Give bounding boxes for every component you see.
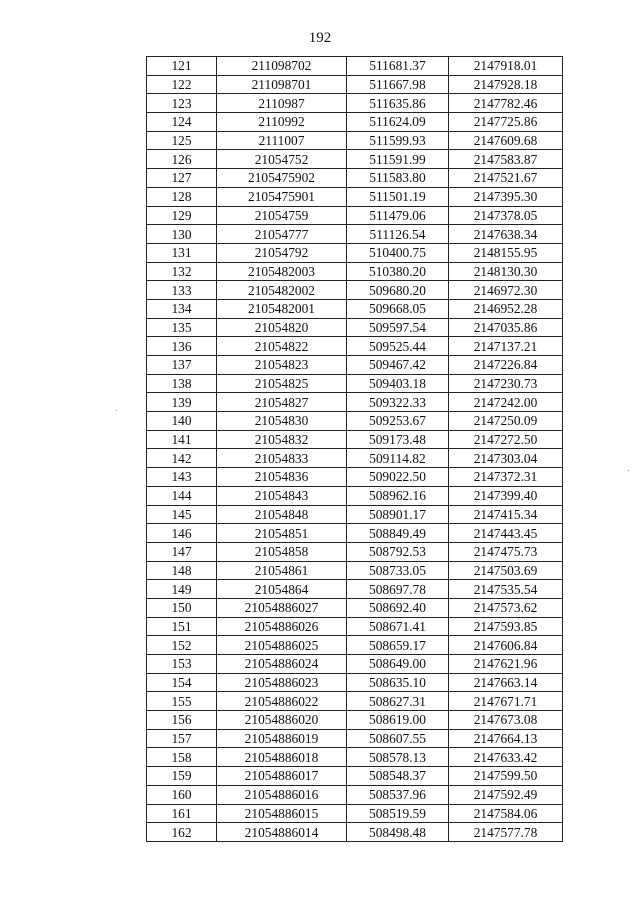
table-row xyxy=(147,318,563,337)
y-coordinate-cell: 2147303.04 xyxy=(449,449,563,468)
x-coordinate-cell: 509114.82 xyxy=(347,449,449,468)
x-coordinate-cell: 511624.09 xyxy=(347,113,449,132)
y-coordinate-cell: 2147577.78 xyxy=(449,823,563,842)
x-coordinate-cell: 508519.59 xyxy=(347,804,449,823)
point-id-cell: 21054820 xyxy=(217,318,347,337)
table-row xyxy=(147,281,563,300)
x-coordinate-cell: 509467.42 xyxy=(347,356,449,375)
row-number-cell: 121 xyxy=(147,57,217,76)
row-number-cell: 129 xyxy=(147,206,217,225)
point-id-cell: 211098701 xyxy=(217,75,347,94)
x-coordinate-cell: 508962.16 xyxy=(347,486,449,505)
row-number-cell: 158 xyxy=(147,748,217,767)
row-number-cell: 133 xyxy=(147,281,217,300)
y-coordinate-cell: 2147535.54 xyxy=(449,580,563,599)
table-row xyxy=(147,131,563,150)
point-id-cell: 21054827 xyxy=(217,393,347,412)
point-id-cell: 21054792 xyxy=(217,243,347,262)
point-id-cell: 21054833 xyxy=(217,449,347,468)
row-number-cell: 141 xyxy=(147,430,217,449)
point-id-cell: 21054830 xyxy=(217,412,347,431)
y-coordinate-cell: 2147372.31 xyxy=(449,468,563,487)
x-coordinate-cell: 511635.86 xyxy=(347,94,449,113)
row-number-cell: 161 xyxy=(147,804,217,823)
coordinates-table xyxy=(146,56,563,842)
point-id-cell: 21054823 xyxy=(217,356,347,375)
table-row xyxy=(147,711,563,730)
table-row xyxy=(147,225,563,244)
x-coordinate-cell: 508671.41 xyxy=(347,617,449,636)
y-coordinate-cell: 2147443.45 xyxy=(449,524,563,543)
y-coordinate-cell: 2147638.34 xyxy=(449,225,563,244)
point-id-cell: 21054759 xyxy=(217,206,347,225)
point-id-cell: 2105482003 xyxy=(217,262,347,281)
x-coordinate-cell: 511583.80 xyxy=(347,169,449,188)
y-coordinate-cell: 2147137.21 xyxy=(449,337,563,356)
y-coordinate-cell: 2147664.13 xyxy=(449,729,563,748)
row-number-cell: 153 xyxy=(147,655,217,674)
y-coordinate-cell: 2147583.87 xyxy=(449,150,563,169)
table-row xyxy=(147,150,563,169)
y-coordinate-cell: 2147242.00 xyxy=(449,393,563,412)
point-id-cell: 21054886025 xyxy=(217,636,347,655)
coordinates-table-body xyxy=(147,57,563,842)
y-coordinate-cell: 2147593.85 xyxy=(449,617,563,636)
x-coordinate-cell: 509403.18 xyxy=(347,374,449,393)
x-coordinate-cell: 508498.48 xyxy=(347,823,449,842)
row-number-cell: 131 xyxy=(147,243,217,262)
y-coordinate-cell: 2147395.30 xyxy=(449,187,563,206)
table-row xyxy=(147,449,563,468)
table-row xyxy=(147,412,563,431)
table-row xyxy=(147,94,563,113)
row-number-cell: 122 xyxy=(147,75,217,94)
table-row xyxy=(147,767,563,786)
y-coordinate-cell: 2147592.49 xyxy=(449,785,563,804)
row-number-cell: 154 xyxy=(147,673,217,692)
x-coordinate-cell: 508901.17 xyxy=(347,505,449,524)
y-coordinate-cell: 2147663.14 xyxy=(449,673,563,692)
row-number-cell: 152 xyxy=(147,636,217,655)
x-coordinate-cell: 511126.54 xyxy=(347,225,449,244)
x-coordinate-cell: 508697.78 xyxy=(347,580,449,599)
row-number-cell: 156 xyxy=(147,711,217,730)
y-coordinate-cell: 2147928.18 xyxy=(449,75,563,94)
table-row xyxy=(147,505,563,524)
row-number-cell: 146 xyxy=(147,524,217,543)
table-row xyxy=(147,785,563,804)
table-row xyxy=(147,748,563,767)
table-row xyxy=(147,692,563,711)
row-number-cell: 132 xyxy=(147,262,217,281)
table-row xyxy=(147,187,563,206)
x-coordinate-cell: 508537.96 xyxy=(347,785,449,804)
point-id-cell: 21054886026 xyxy=(217,617,347,636)
row-number-cell: 159 xyxy=(147,767,217,786)
row-number-cell: 140 xyxy=(147,412,217,431)
point-id-cell: 21054777 xyxy=(217,225,347,244)
table-row xyxy=(147,468,563,487)
point-id-cell: 21054752 xyxy=(217,150,347,169)
point-id-cell: 21054886020 xyxy=(217,711,347,730)
point-id-cell: 21054886014 xyxy=(217,823,347,842)
y-coordinate-cell: 2147573.62 xyxy=(449,598,563,617)
table-row xyxy=(147,655,563,674)
row-number-cell: 160 xyxy=(147,785,217,804)
x-coordinate-cell: 511479.06 xyxy=(347,206,449,225)
row-number-cell: 136 xyxy=(147,337,217,356)
point-id-cell: 2110992 xyxy=(217,113,347,132)
point-id-cell: 21054848 xyxy=(217,505,347,524)
point-id-cell: 2110987 xyxy=(217,94,347,113)
table-row xyxy=(147,57,563,76)
row-number-cell: 124 xyxy=(147,113,217,132)
table-row xyxy=(147,580,563,599)
row-number-cell: 123 xyxy=(147,94,217,113)
y-coordinate-cell: 2148155.95 xyxy=(449,243,563,262)
y-coordinate-cell: 2147621.96 xyxy=(449,655,563,674)
x-coordinate-cell: 509525.44 xyxy=(347,337,449,356)
point-id-cell: 21054886023 xyxy=(217,673,347,692)
point-id-cell: 21054851 xyxy=(217,524,347,543)
point-id-cell: 2105482001 xyxy=(217,299,347,318)
table-row xyxy=(147,486,563,505)
x-coordinate-cell: 511599.93 xyxy=(347,131,449,150)
table-row xyxy=(147,75,563,94)
table-row xyxy=(147,299,563,318)
x-coordinate-cell: 511681.37 xyxy=(347,57,449,76)
point-id-cell: 211098702 xyxy=(217,57,347,76)
y-coordinate-cell: 2147671.71 xyxy=(449,692,563,711)
point-id-cell: 21054836 xyxy=(217,468,347,487)
table-row xyxy=(147,673,563,692)
table-row xyxy=(147,524,563,543)
y-coordinate-cell: 2147521.67 xyxy=(449,169,563,188)
y-coordinate-cell: 2147609.68 xyxy=(449,131,563,150)
row-number-cell: 150 xyxy=(147,598,217,617)
table-row xyxy=(147,169,563,188)
x-coordinate-cell: 511591.99 xyxy=(347,150,449,169)
x-coordinate-cell: 509253.67 xyxy=(347,412,449,431)
row-number-cell: 135 xyxy=(147,318,217,337)
point-id-cell: 21054822 xyxy=(217,337,347,356)
row-number-cell: 147 xyxy=(147,542,217,561)
x-coordinate-cell: 509680.20 xyxy=(347,281,449,300)
point-id-cell: 21054886015 xyxy=(217,804,347,823)
y-coordinate-cell: 2147584.06 xyxy=(449,804,563,823)
row-number-cell: 144 xyxy=(147,486,217,505)
point-id-cell: 2111007 xyxy=(217,131,347,150)
table-row xyxy=(147,243,563,262)
table-row xyxy=(147,617,563,636)
x-coordinate-cell: 510380.20 xyxy=(347,262,449,281)
row-number-cell: 138 xyxy=(147,374,217,393)
point-id-cell: 21054886024 xyxy=(217,655,347,674)
row-number-cell: 142 xyxy=(147,449,217,468)
y-coordinate-cell: 2147250.09 xyxy=(449,412,563,431)
table-row xyxy=(147,598,563,617)
x-coordinate-cell: 510400.75 xyxy=(347,243,449,262)
row-number-cell: 151 xyxy=(147,617,217,636)
row-number-cell: 139 xyxy=(147,393,217,412)
y-coordinate-cell: 2147378.05 xyxy=(449,206,563,225)
row-number-cell: 157 xyxy=(147,729,217,748)
x-coordinate-cell: 509668.05 xyxy=(347,299,449,318)
y-coordinate-cell: 2147230.73 xyxy=(449,374,563,393)
x-coordinate-cell: 511501.19 xyxy=(347,187,449,206)
row-number-cell: 130 xyxy=(147,225,217,244)
x-coordinate-cell: 508627.31 xyxy=(347,692,449,711)
x-coordinate-cell: 508619.00 xyxy=(347,711,449,730)
x-coordinate-cell: 508649.00 xyxy=(347,655,449,674)
table-row xyxy=(147,374,563,393)
point-id-cell: 21054832 xyxy=(217,430,347,449)
row-number-cell: 125 xyxy=(147,131,217,150)
table-row xyxy=(147,337,563,356)
x-coordinate-cell: 509322.33 xyxy=(347,393,449,412)
row-number-cell: 137 xyxy=(147,356,217,375)
x-coordinate-cell: 509597.54 xyxy=(347,318,449,337)
y-coordinate-cell: 2147475.73 xyxy=(449,542,563,561)
x-coordinate-cell: 511667.98 xyxy=(347,75,449,94)
table-row xyxy=(147,262,563,281)
y-coordinate-cell: 2147606.84 xyxy=(449,636,563,655)
table-row xyxy=(147,113,563,132)
y-coordinate-cell: 2147272.50 xyxy=(449,430,563,449)
y-coordinate-cell: 2147599.50 xyxy=(449,767,563,786)
x-coordinate-cell: 508635.10 xyxy=(347,673,449,692)
x-coordinate-cell: 508849.49 xyxy=(347,524,449,543)
table-row xyxy=(147,393,563,412)
table-row xyxy=(147,561,563,580)
scan-speck xyxy=(116,410,117,411)
x-coordinate-cell: 508607.55 xyxy=(347,729,449,748)
x-coordinate-cell: 508733.05 xyxy=(347,561,449,580)
x-coordinate-cell: 508692.40 xyxy=(347,598,449,617)
table-row xyxy=(147,636,563,655)
table-row xyxy=(147,823,563,842)
point-id-cell: 2105475902 xyxy=(217,169,347,188)
point-id-cell: 21054843 xyxy=(217,486,347,505)
x-coordinate-cell: 508659.17 xyxy=(347,636,449,655)
row-number-cell: 128 xyxy=(147,187,217,206)
y-coordinate-cell: 2147226.84 xyxy=(449,356,563,375)
y-coordinate-cell: 2147673.08 xyxy=(449,711,563,730)
row-number-cell: 126 xyxy=(147,150,217,169)
row-number-cell: 127 xyxy=(147,169,217,188)
y-coordinate-cell: 2147503.69 xyxy=(449,561,563,580)
table-row xyxy=(147,206,563,225)
x-coordinate-cell: 509173.48 xyxy=(347,430,449,449)
table-row xyxy=(147,804,563,823)
x-coordinate-cell: 508792.53 xyxy=(347,542,449,561)
point-id-cell: 21054886016 xyxy=(217,785,347,804)
row-number-cell: 148 xyxy=(147,561,217,580)
point-id-cell: 21054886022 xyxy=(217,692,347,711)
y-coordinate-cell: 2147633.42 xyxy=(449,748,563,767)
point-id-cell: 21054858 xyxy=(217,542,347,561)
row-number-cell: 145 xyxy=(147,505,217,524)
point-id-cell: 21054886018 xyxy=(217,748,347,767)
scan-speck xyxy=(628,470,629,471)
page-number: 192 xyxy=(308,30,332,46)
point-id-cell: 21054886027 xyxy=(217,598,347,617)
y-coordinate-cell: 2147782.46 xyxy=(449,94,563,113)
x-coordinate-cell: 508548.37 xyxy=(347,767,449,786)
row-number-cell: 155 xyxy=(147,692,217,711)
row-number-cell: 143 xyxy=(147,468,217,487)
table-row xyxy=(147,430,563,449)
point-id-cell: 21054886019 xyxy=(217,729,347,748)
point-id-cell: 21054861 xyxy=(217,561,347,580)
point-id-cell: 21054886017 xyxy=(217,767,347,786)
point-id-cell: 21054864 xyxy=(217,580,347,599)
y-coordinate-cell: 2147918.01 xyxy=(449,57,563,76)
point-id-cell: 2105482002 xyxy=(217,281,347,300)
x-coordinate-cell: 508578.13 xyxy=(347,748,449,767)
row-number-cell: 149 xyxy=(147,580,217,599)
y-coordinate-cell: 2147725.86 xyxy=(449,113,563,132)
table-row xyxy=(147,729,563,748)
row-number-cell: 162 xyxy=(147,823,217,842)
point-id-cell: 21054825 xyxy=(217,374,347,393)
y-coordinate-cell: 2146952.28 xyxy=(449,299,563,318)
point-id-cell: 2105475901 xyxy=(217,187,347,206)
row-number-cell: 134 xyxy=(147,299,217,318)
x-coordinate-cell: 509022.50 xyxy=(347,468,449,487)
table-row xyxy=(147,356,563,375)
y-coordinate-cell: 2147415.34 xyxy=(449,505,563,524)
y-coordinate-cell: 2148130.30 xyxy=(449,262,563,281)
y-coordinate-cell: 2147399.40 xyxy=(449,486,563,505)
y-coordinate-cell: 2146972.30 xyxy=(449,281,563,300)
table-row xyxy=(147,542,563,561)
y-coordinate-cell: 2147035.86 xyxy=(449,318,563,337)
